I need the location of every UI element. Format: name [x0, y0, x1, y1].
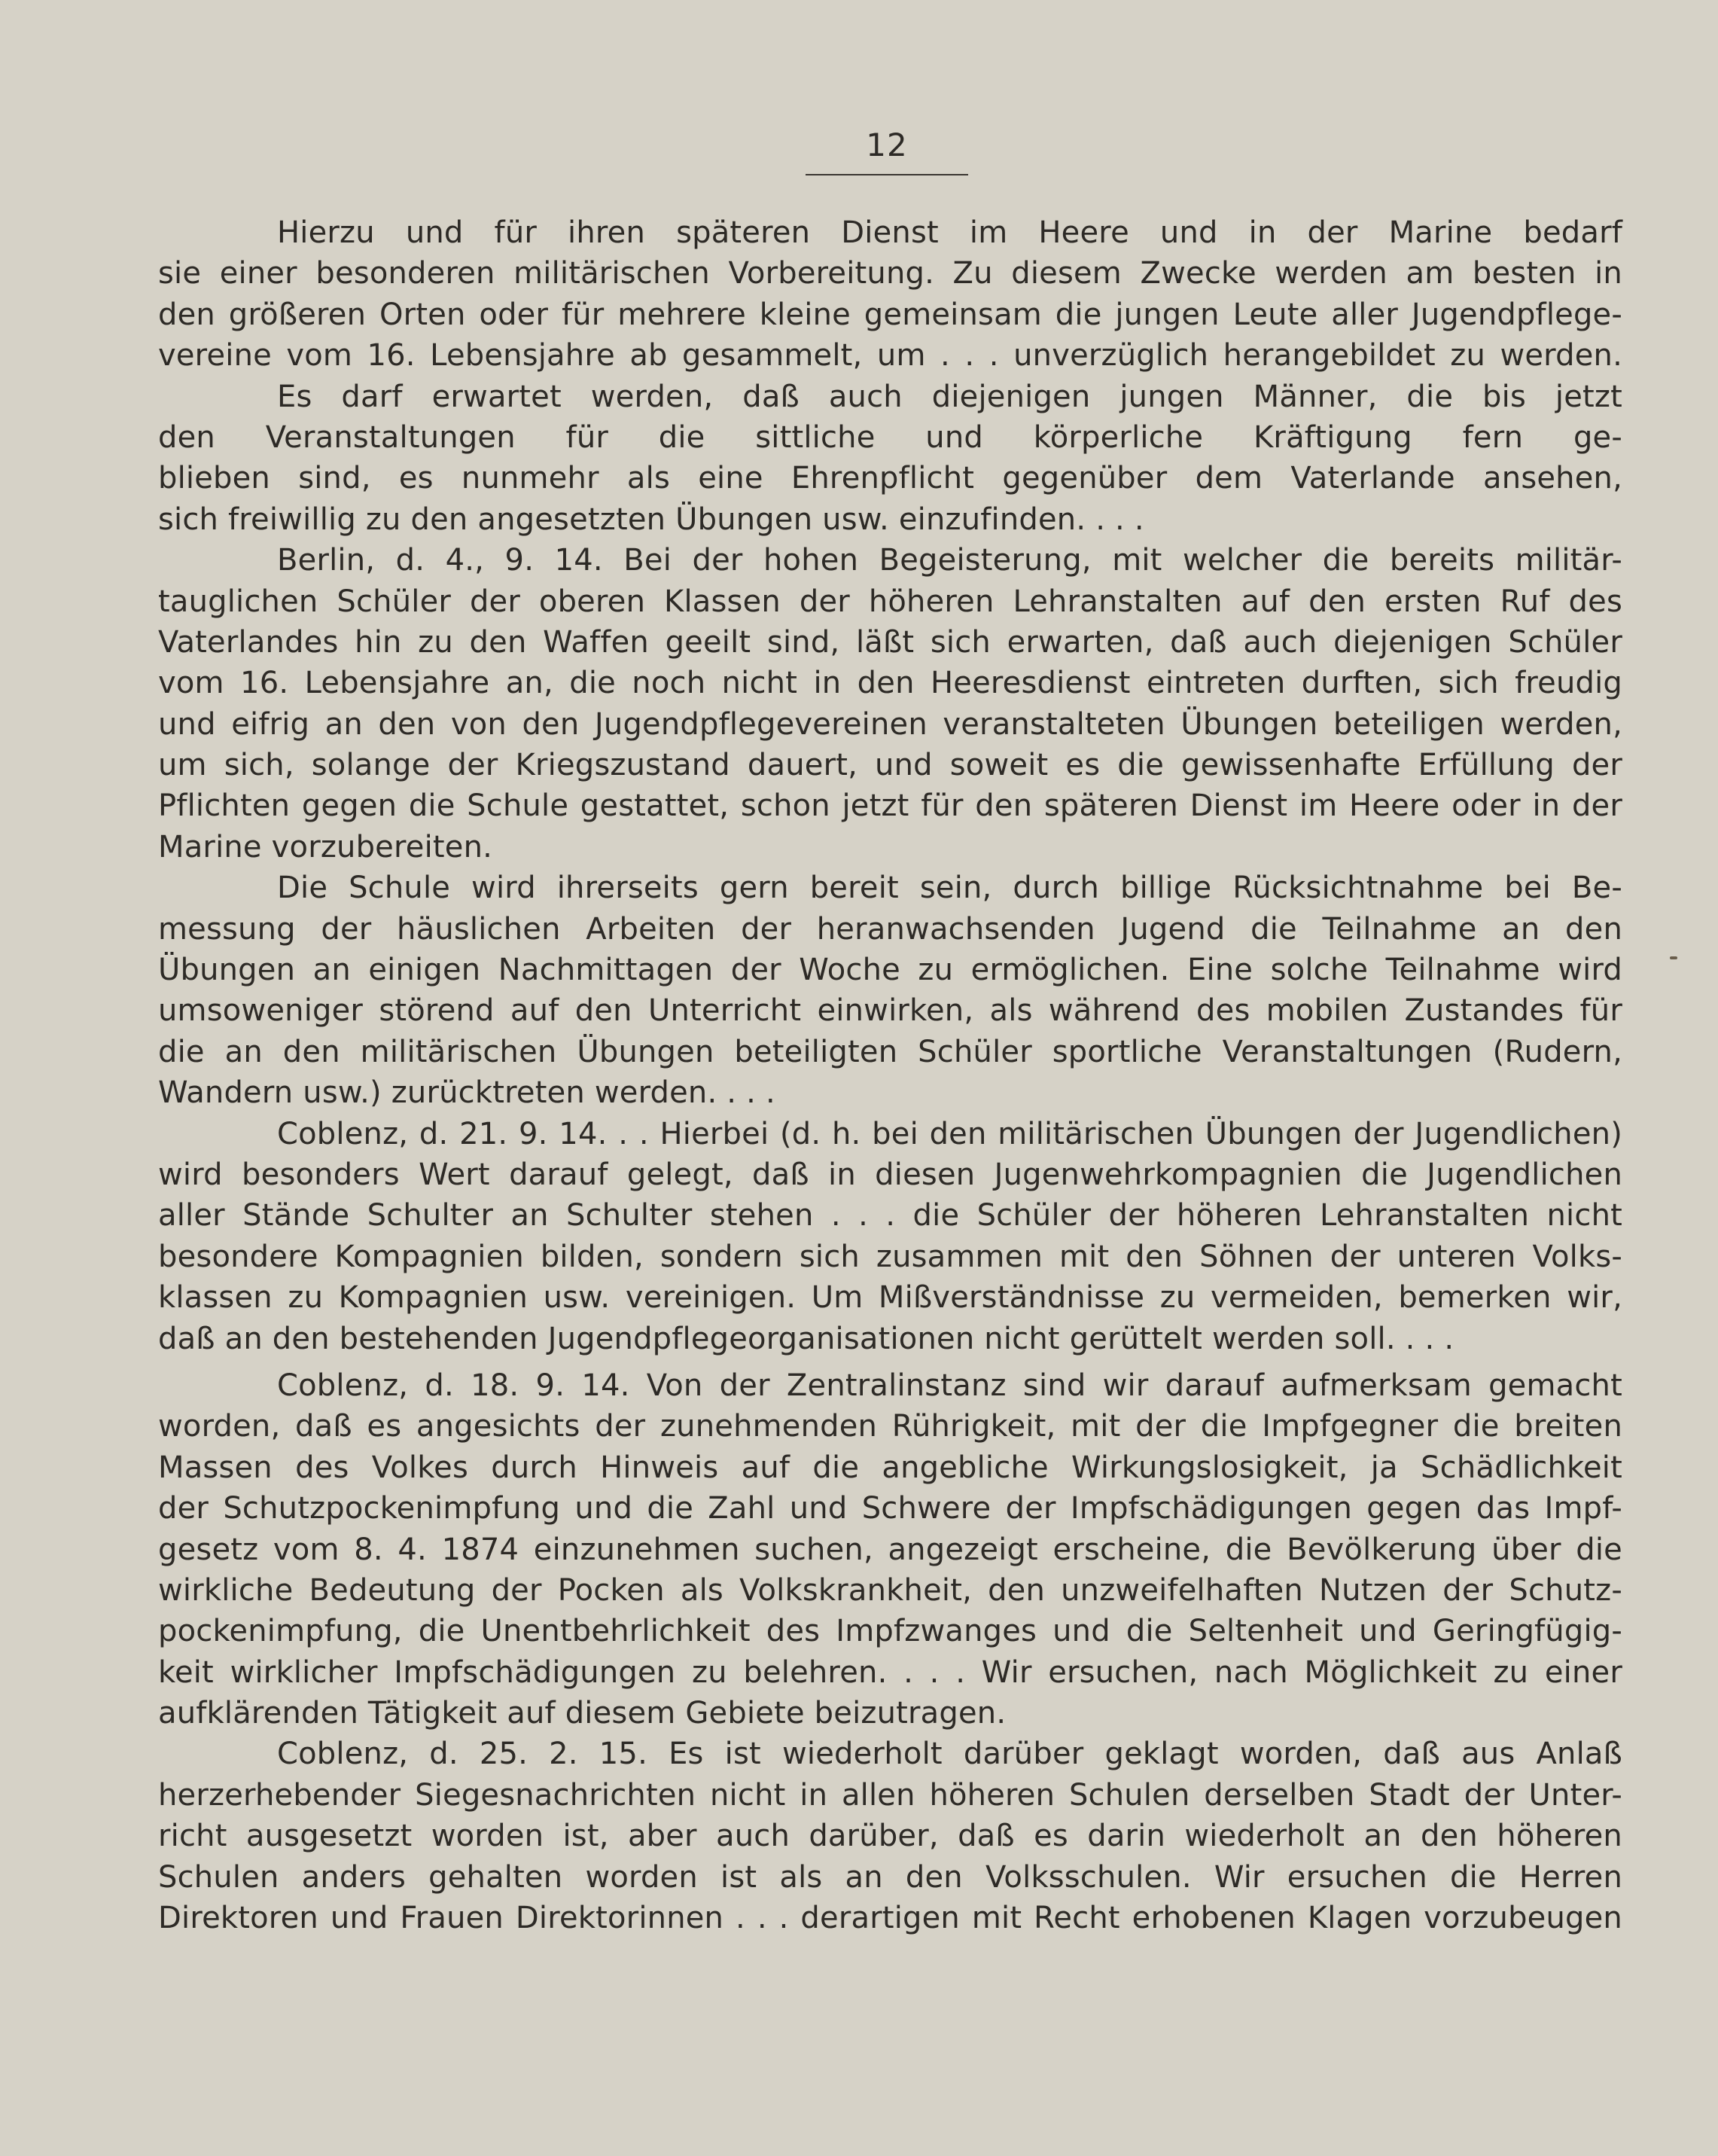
text-line: Vaterlandes hin zu den Waffen geeilt sind, läßt sich erwarten, daß auch diejenigen Schüler: [158, 624, 1622, 660]
text-line: der Schutzpockenimpfung und die Zahl und Schwere der Impfschädigungen gegen das Impf-: [158, 1491, 1622, 1526]
text-line: Berlin, d. 4., 9. 14. Bei der hohen Begeisterung, mit welcher die bereits militär-: [277, 543, 1622, 578]
text-line: die an den militärischen Übungen beteiligten Schüler sportliche Veranstaltungen (Rudern,: [158, 1034, 1622, 1069]
text-line: blieben sind, es nunmehr als eine Ehrenpflicht gegenüber dem Vaterlande ansehen,: [158, 461, 1622, 496]
text-line: aller Stände Schulter an Schulter stehen . . . die Schüler der höheren Lehranstalten nicht: [158, 1198, 1622, 1234]
page-number: 12: [866, 127, 908, 163]
text-line: messung der häuslichen Arbeiten der heranwachsenden Jugend die Teilnahme an den: [158, 911, 1622, 947]
text-line: herzerhebender Siegesnachrichten nicht in allen höheren Schulen derselben Stadt der Unter-: [158, 1777, 1622, 1813]
page-number-rule: [806, 174, 968, 175]
text-line: keit wirklicher Impfschädigungen zu belehren. . . . Wir ersuchen, nach Möglichkeit zu einer: [158, 1654, 1622, 1690]
text-line: Die Schule wird ihrerseits gern bereit sein, durch billige Rücksichtnahme bei Be-: [277, 871, 1622, 906]
text-line: um sich, solange der Kriegszustand dauert, und soweit es die gewissenhafte Erfüllung der: [158, 748, 1622, 783]
text-line: den Veranstaltungen für die sittliche und körperliche Kräftigung fern ge-: [158, 419, 1622, 455]
text-line: richt ausgesetzt worden ist, aber auch darüber, daß es darin wiederholt an den höheren: [158, 1819, 1622, 1854]
text-line: Schulen anders gehalten worden ist als an den Volksschulen. Wir ersuchen die Herren: [158, 1859, 1622, 1895]
text-line: Wandern usw.) zurücktreten werden. . . .: [158, 1075, 775, 1111]
text-line: umsoweniger störend auf den Unterricht einwirken, als während des mobilen Zustandes für: [158, 993, 1622, 1029]
text-line: vom 16. Lebensjahre an, die noch nicht in den Heeresdienst eintreten durften, sich freudig: [158, 666, 1622, 701]
text-line: Pflichten gegen die Schule gestattet, schon jetzt für den späteren Dienst im Heere oder in der: [158, 788, 1622, 824]
text-line: wirkliche Bedeutung der Pocken als Volkskrankheit, den unzweifelhaften Nutzen der Schutz-: [158, 1572, 1622, 1608]
text-line: aufklärenden Tätigkeit auf diesem Gebiete beizutragen.: [158, 1696, 1007, 1731]
text-line: klassen zu Kompagnien usw. vereinigen. Um Mißverständnisse zu vermeiden, bemerken wir,: [158, 1280, 1622, 1316]
text-line: Coblenz, d. 25. 2. 15. Es ist wiederholt darüber geklagt worden, daß aus Anlaß: [277, 1737, 1622, 1772]
text-line: besondere Kompagnien bilden, sondern sich zusammen mit den Söhnen der unteren Volks-: [158, 1239, 1622, 1274]
text-line: Coblenz, d. 21. 9. 14. . . Hierbei (d. h. bei den militärischen Übungen der Jugendlichen): [277, 1116, 1622, 1151]
document-body: [158, 212, 1622, 1938]
text-line: sich freiwillig zu den angesetzten Übungen usw. einzufinden. . . .: [158, 502, 1144, 537]
text-line: vereine vom 16. Lebensjahre ab gesammelt, um . . . unverzüglich herangebildet zu werden.: [158, 338, 1622, 374]
text-line: daß an den bestehenden Jugendpflegeorganisationen nicht gerüttelt werden soll. . . .: [158, 1321, 1455, 1356]
text-line: Marine vorzubereiten.: [158, 829, 493, 865]
text-line: gesetz vom 8. 4. 1874 einzunehmen suchen, angezeigt erscheine, die Bevölkerung über die: [158, 1532, 1622, 1567]
text-line: wird besonders Wert darauf gelegt, daß in diesen Jugenwehrkompagnien die Jugendlichen: [158, 1157, 1622, 1192]
text-line: und eifrig an den von den Jugendpflegevereinen veranstalteten Übungen beteiligen werden,: [158, 706, 1622, 742]
text-line: Direktoren und Frauen Direktorinnen . . . derartigen mit Recht erhobenen Klagen vorzubeugen: [158, 1901, 1622, 1936]
text-line: worden, daß es angesichts der zunehmenden Rührigkeit, mit der die Impfgegner die breiten: [158, 1409, 1622, 1444]
text-line: Übungen an einigen Nachmittagen der Woche zu ermöglichen. Eine solche Teilnahme wird: [158, 953, 1622, 988]
text-line: tauglichen Schüler der oberen Klassen der höheren Lehranstalten auf den ersten Ruf des: [158, 584, 1622, 619]
text-line: Hierzu und für ihren späteren Dienst im Heere und in der Marine bedarf: [277, 215, 1622, 250]
margin-mark: [1670, 956, 1677, 959]
text-line: Massen des Volkes durch Hinweis auf die angebliche Wirkungslosigkeit, ja Schädlichkeit: [158, 1450, 1622, 1485]
text-line: den größeren Orten oder für mehrere kleine gemeinsam die jungen Leute aller Jugendpflege-: [158, 297, 1622, 332]
text-line: sie einer besonderen militärischen Vorbereitung. Zu diesem Zwecke werden am besten in: [158, 256, 1622, 291]
text-line: pockenimpfung, die Unentbehrlichkeit des Impfzwanges und die Seltenheit und Geringfügig-: [158, 1614, 1622, 1649]
text-line: Coblenz, d. 18. 9. 14. Von der Zentralinstanz sind wir darauf aufmerksam gemacht: [277, 1368, 1622, 1403]
text-line: Es darf erwartet werden, daß auch diejenigen jungen Männer, die bis jetzt: [277, 379, 1622, 414]
